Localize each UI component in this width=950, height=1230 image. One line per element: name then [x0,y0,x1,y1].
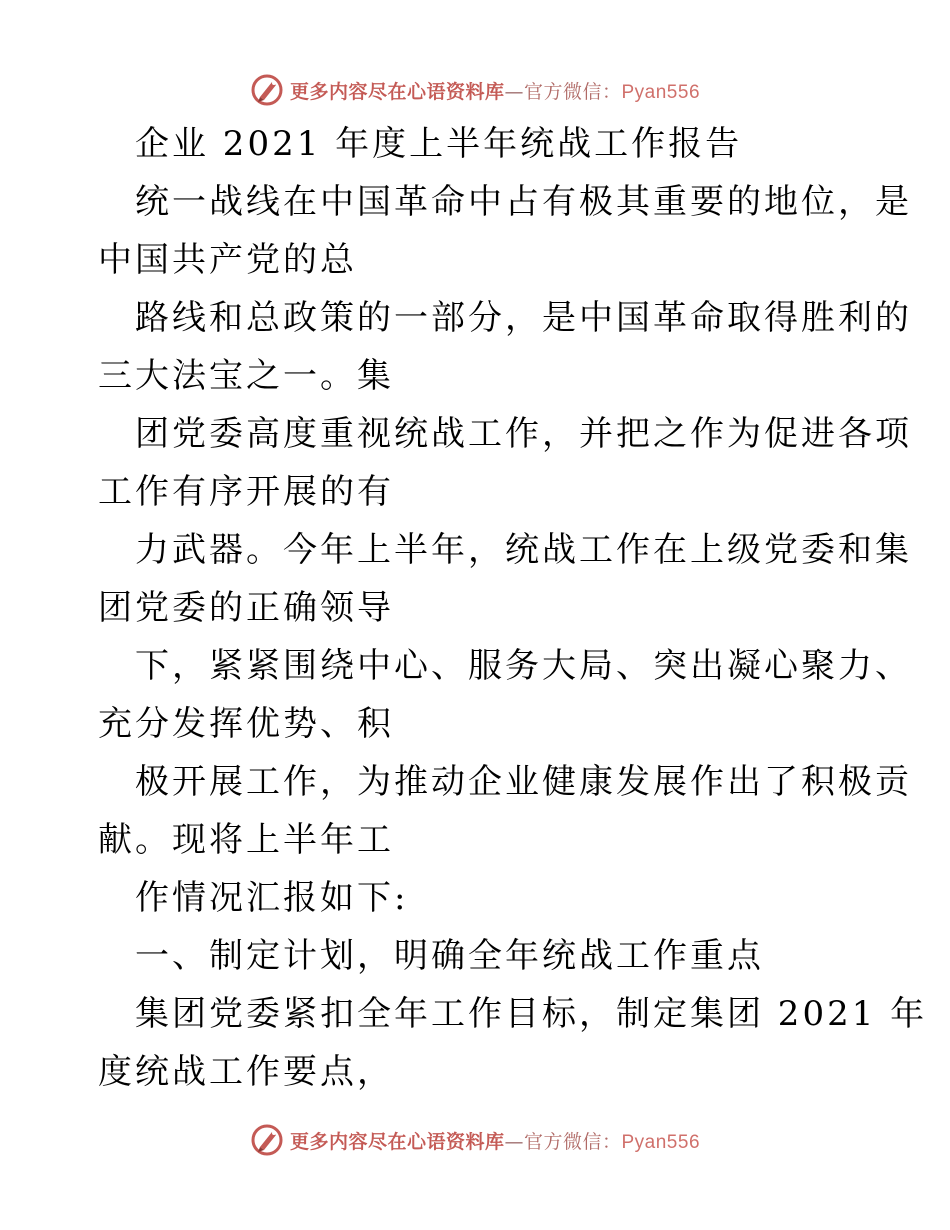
watermark-main: 更多内容尽在心语资料库 [289,1130,505,1153]
document-body [0,115,950,1115]
paragraph-line: 极开展工作，为推动企业健康发展作出了积极贡 [135,762,912,802]
paragraph-line: 集团党委紧扣全年工作目标，制定集团 2021 年 [135,994,928,1034]
watermark-content [250,1123,700,1157]
paragraph-line: 统一战线在中国革命中占有极其重要的地位，是 [135,182,912,222]
watermark-separator: — [504,1130,524,1153]
paragraph-line: 三大法宝之一。集 [98,356,394,396]
watermark-separator: — [504,80,524,103]
paragraph-line: 团党委高度重视统战工作，并把之作为促进各项 [135,414,912,454]
watermark-text [290,1127,700,1154]
pen-circle-logo-icon [250,1123,284,1157]
paragraph-line: 作情况汇报如下: [135,878,409,918]
watermark-wechat-id: Pyan556 [621,1131,701,1153]
paragraph-line: 下，紧紧围绕中心、服务大局、突出凝心聚力、 [135,646,912,686]
paragraph-line: 团党委的正确领导 [98,588,394,628]
paragraph-line: 路线和总政策的一部分，是中国革命取得胜利的 [135,298,912,338]
watermark-sub: 官方微信： [523,1130,622,1153]
watermark-main: 更多内容尽在心语资料库 [289,80,505,103]
watermark-banner-top [0,70,950,110]
section-heading: 一、制定计划，明确全年统战工作重点 [135,936,764,976]
paragraph-line: 充分发挥优势、积 [98,704,394,744]
watermark-wechat-id: Pyan556 [621,81,701,103]
watermark-text [290,77,700,104]
paragraph-line: 献。现将上半年工 [98,820,394,860]
pen-circle-logo-icon [250,73,284,107]
paragraph-line: 力武器。今年上半年，统战工作在上级党委和集 [135,530,912,570]
paragraph-line: 中国共产党的总 [98,240,357,280]
watermark-sub: 官方微信： [523,80,622,103]
document-title: 企业 2021 年度上半年统战工作报告 [135,124,743,164]
paragraph-line: 工作有序开展的有 [98,472,394,512]
watermark-content [250,73,700,107]
paragraph-line: 度统战工作要点， [98,1052,394,1092]
watermark-banner-bottom [0,1120,950,1160]
